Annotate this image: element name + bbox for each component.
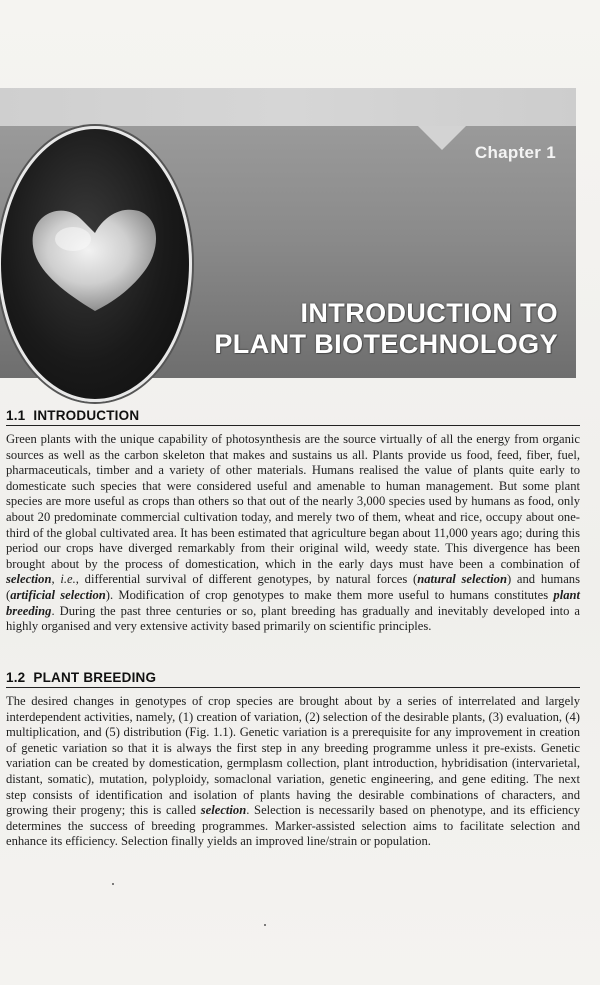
text-run: ). Modification of crop genotypes to make them more useful to humans constitutes: [105, 587, 554, 602]
text-run: ,: [51, 572, 61, 587]
text-run: ) and humans (: [6, 572, 581, 602]
emphasis-term: i.e.: [60, 572, 76, 587]
text-run: , differential survival of different genotypes, by natural forces (: [75, 572, 418, 587]
section-paragraph: [6, 694, 580, 850]
section-plant-breeding: [6, 670, 580, 850]
emphasis-term: selection: [6, 572, 52, 587]
banner-top-band: [0, 88, 576, 126]
text-run: . Selection is necessarily based on phenotype, and its efficiency determines the success of breeding programmes. Marker-assisted selection aims to facilitate selection and enhance its efficiency. Selection finally yields an improved line/strain or population.: [6, 803, 581, 849]
chapter-title-line-1: INTRODUCTION TO: [300, 298, 558, 328]
section-number: 1.2: [6, 670, 26, 685]
emphasis-term: natural selection: [417, 572, 507, 587]
chapter-number: Chapter 1: [474, 143, 556, 162]
banner-notch: [418, 126, 466, 150]
text-run: The desired changes in genotypes of crop species are brought about by a series of interrelated and largely interdependent activities, namely, (1) creation of variation, (2) selection of the desirable plants, (3) evaluation, (4) multiplication, and (5) distribution (Fig. 1.1). Genetic variation is a prerequisite for any improvement in creation of genetic variation so that it is always the first step in any breeding programme unless it pre-exists. Genetic variation can be created by domestication, germplasm collection, plant introduction, hybridisation (intervarietal, distant, somatic), mutation, polyploidy, somaclonal variation, genetic engineering, and gene editing. The next step consists of identification and isolation of plants having the desirable combinations of characters, and growing their progeny; this is called: [6, 694, 580, 818]
section-title: INTRODUCTION: [33, 408, 140, 423]
section-heading: [6, 670, 580, 688]
section-title: PLANT BREEDING: [33, 670, 157, 685]
chapter-banner: [0, 88, 576, 378]
emphasis-term: plant breeding: [6, 587, 581, 618]
text-run: Green plants with the unique capability of photosynthesis are the source virtually of all the energy from organic sources as well as the carbon skeleton that makes and sustains us all. Plants provide us food, feed, fiber, fuel, pharmaceuticals, timber and a variety of other materials. Humans realised the value of plants quite early to domesticate such species that were considered useful and amenable to human management. But some plant species are more useful as crops than others so that out of the nearly 3,000 species used by humans as food, only about 20 predominate commercial cultivation today, and merely two of them, wheat and rice, occupy about one-third of the global cultivated area. It has been estimated that agriculture began about 11,000 years ago; during this period our crops have diverged remarkably from their original wild, weedy state. This divergence has been brought about by the process of domestication, which in the early days must have been a combination of: [6, 432, 580, 571]
speck: [264, 924, 266, 926]
section-paragraph: [6, 432, 580, 635]
speck: [112, 883, 114, 885]
chapter-photo: [0, 126, 192, 402]
text-run: . During the past three centuries or so, plant breeding has gradually and inevitably developed into a highly organised and very extensive activity based primarily on scientific principles.: [6, 603, 580, 634]
section-heading: [6, 408, 580, 426]
emphasis-term: selection: [200, 803, 247, 818]
heart-shaped-seed-image: [25, 199, 165, 319]
section-introduction: [6, 408, 580, 635]
chapter-title-line-2: PLANT BIOTECHNOLOGY: [214, 329, 558, 359]
chapter-title: [214, 298, 558, 360]
emphasis-term: artificial selection: [10, 587, 106, 602]
section-number: 1.1: [6, 408, 26, 423]
